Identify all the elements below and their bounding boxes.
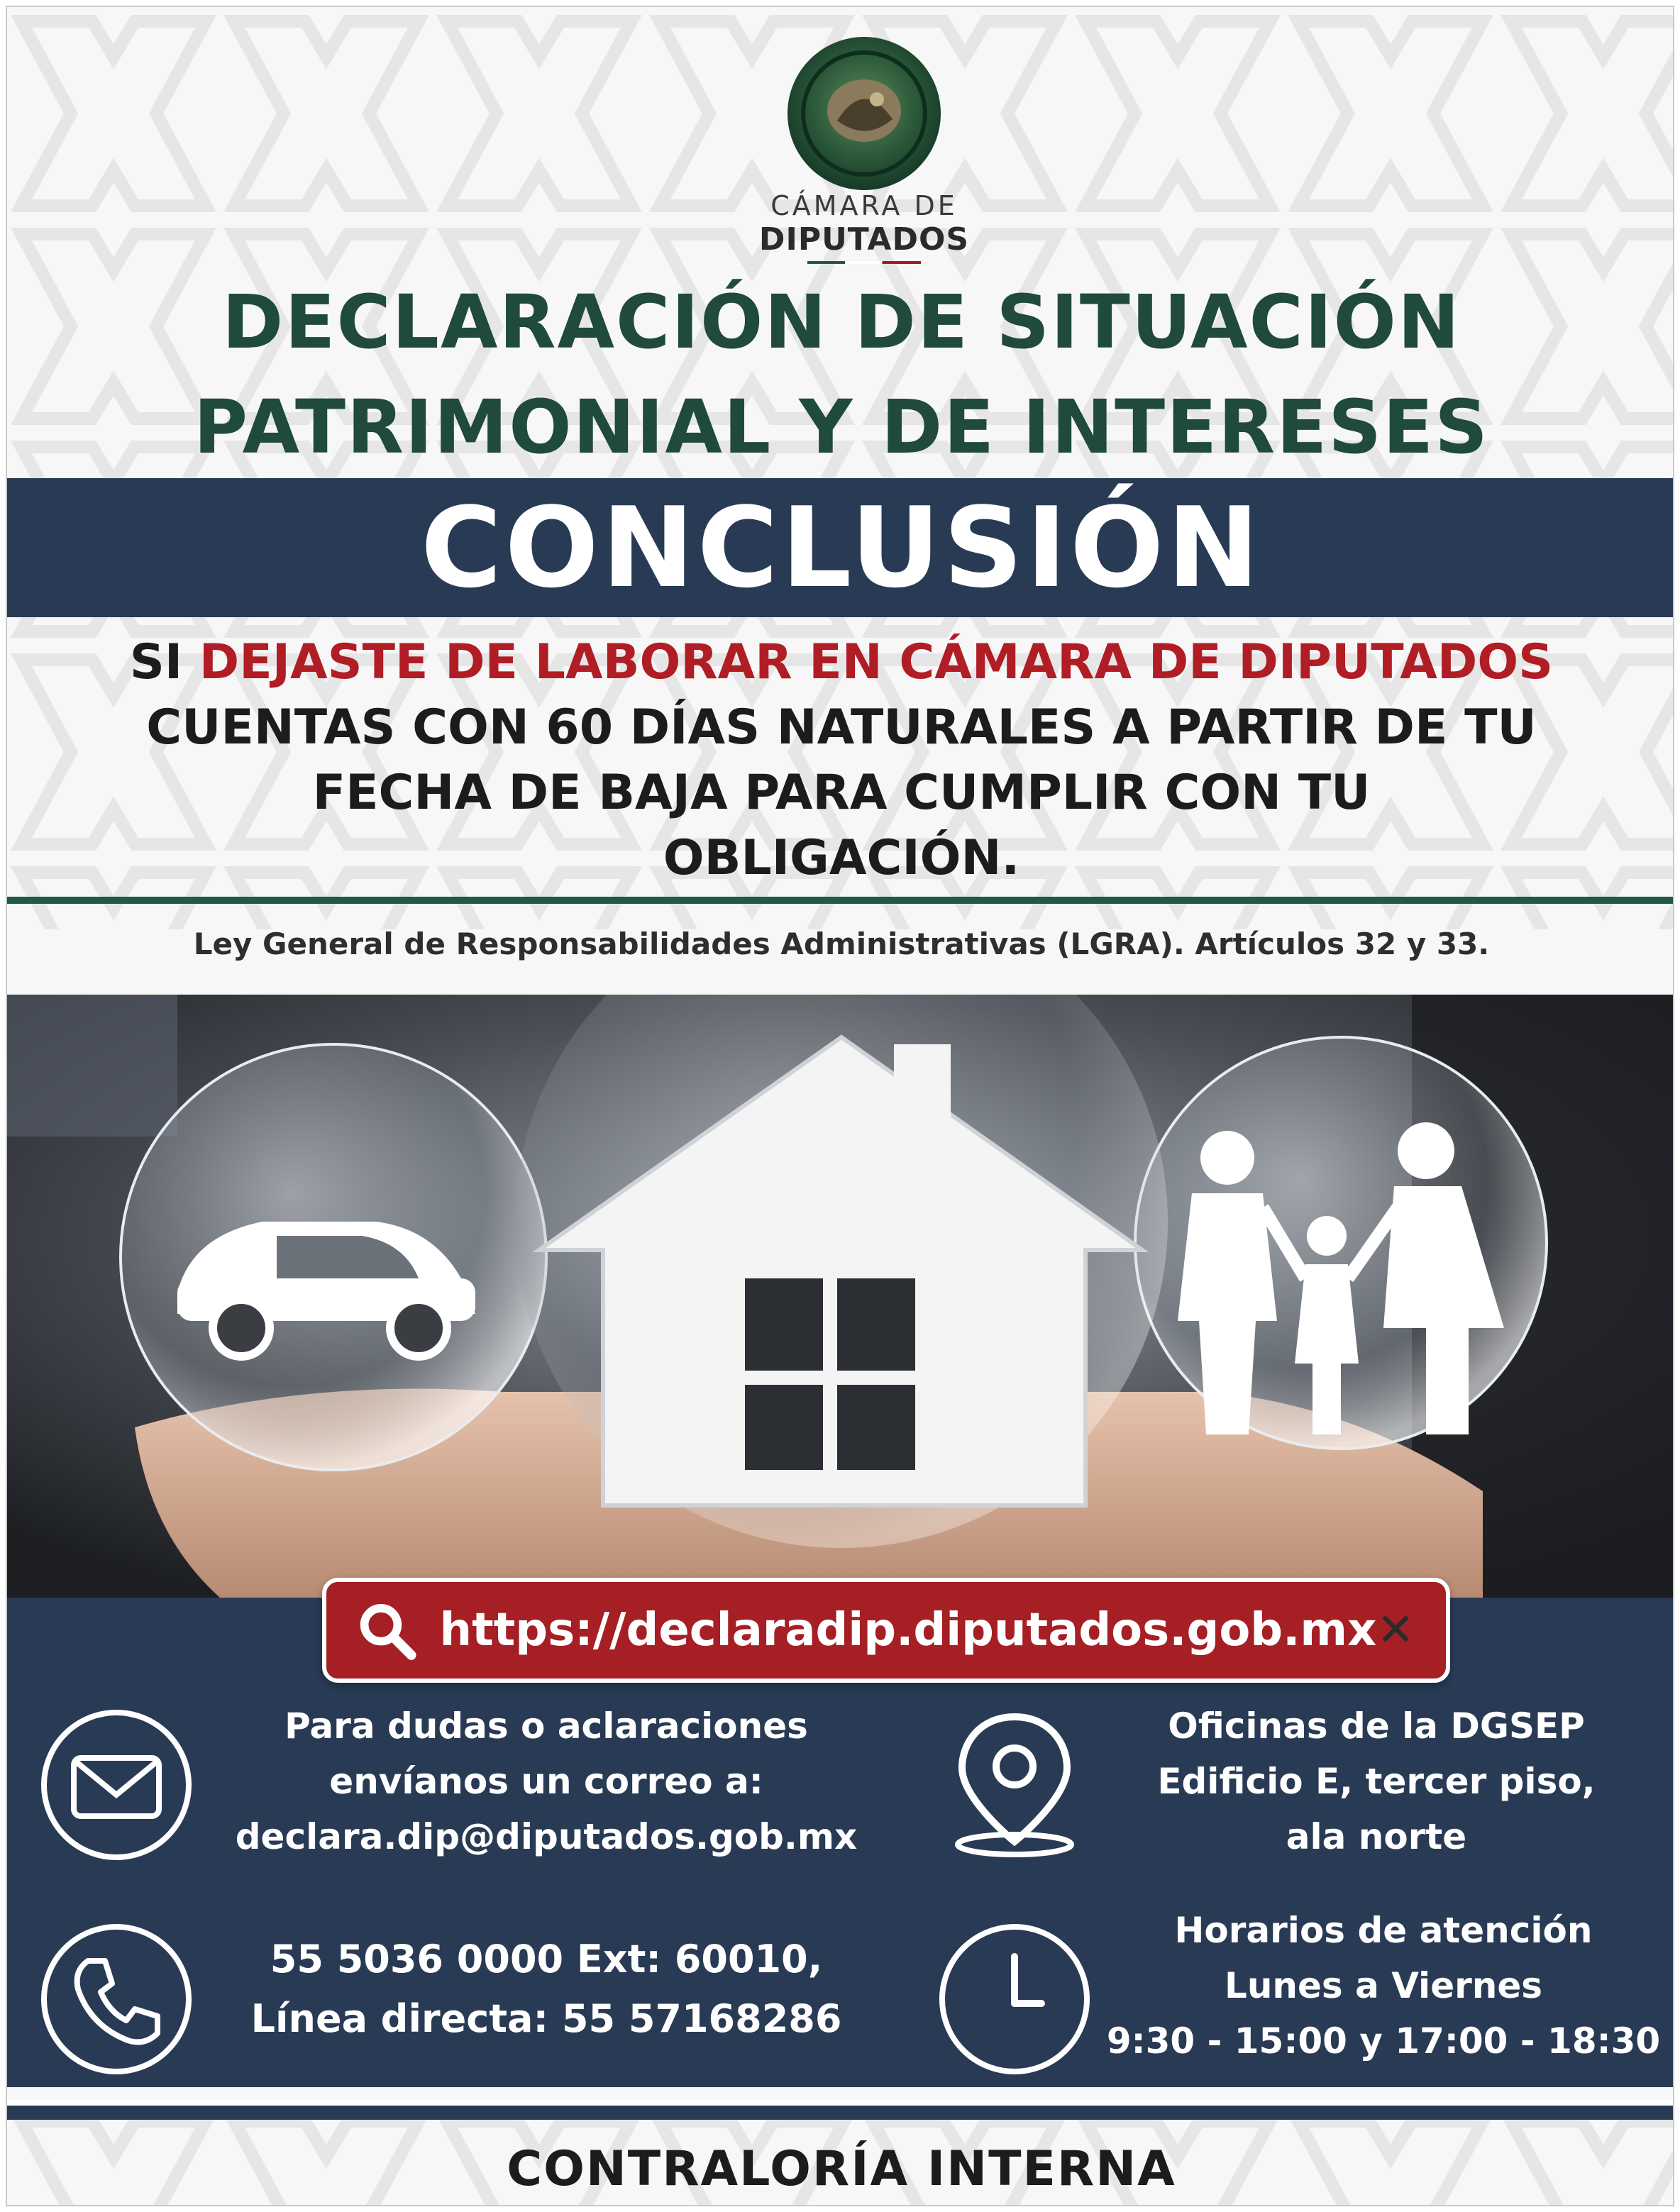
logo-flag-bar: [807, 261, 921, 264]
location-line1: Oficinas de la DGSEP: [1168, 1705, 1585, 1747]
hours-line3: 9:30 - 15:00 y 17:00 - 18:30: [1106, 2020, 1661, 2062]
clock-icon: [936, 1921, 1093, 2077]
page-title: [7, 270, 1674, 480]
phone-line2: Línea directa: 55 57168286: [250, 1996, 842, 2041]
title-line2: PATRIMONIAL Y DE INTERESES: [193, 384, 1490, 470]
law-reference: Ley General de Responsabilidades Administrativas (LGRA). Artículos 32 y 33.: [193, 927, 1490, 961]
banner-label: CONCLUSIÓN: [420, 483, 1263, 612]
logo-line1: CÁMARA DE: [770, 190, 958, 221]
location-pin-icon: [936, 1703, 1093, 1859]
hours-info: [1100, 1903, 1667, 2069]
title-line1: DECLARACIÓN DE SITUACIÓN: [221, 279, 1461, 365]
close-icon[interactable]: ✕: [1376, 1604, 1415, 1657]
email-address[interactable]: declara.dip@diputados.gob.mx: [235, 1816, 858, 1857]
search-icon: [355, 1598, 419, 1663]
location-info: [1085, 1698, 1667, 1864]
message-line4: OBLIGACIÓN.: [663, 830, 1020, 886]
divider-white: [7, 2100, 1674, 2106]
phone-icon: [38, 1921, 194, 2077]
conclusion-banner: [7, 478, 1674, 617]
email-info: [206, 1698, 887, 1864]
hand-house-car-family-image: [7, 995, 1674, 1598]
divider-navy: [7, 2106, 1674, 2120]
email-line1: Para dudas o aclaraciones: [284, 1705, 808, 1747]
hours-line2: Lunes a Viernes: [1224, 1965, 1543, 2006]
mail-icon: [38, 1707, 194, 1863]
message-highlight: DEJASTE DE LABORAR EN CÁMARA DE DIPUTADOS: [199, 634, 1554, 690]
message-prefix: SI: [129, 634, 199, 690]
phone-info: [206, 1930, 887, 2049]
phone-line1: 55 5036 0000 Ext: 60010,: [270, 1937, 823, 1981]
email-line2: envíanos un correo a:: [329, 1761, 763, 1802]
message-line2: CUENTAS CON 60 DÍAS NATURALES A PARTIR DE TU: [146, 699, 1537, 756]
message-line3: FECHA DE BAJA PARA CUMPLIR CON TU: [312, 765, 1371, 821]
footer-label: CONTRALORÍA INTERNA: [507, 2141, 1176, 2197]
seal-icon: [786, 35, 942, 192]
location-line3: ala norte: [1286, 1816, 1467, 1857]
logo-line2: DIPUTADOS: [758, 221, 970, 258]
main-message: [7, 630, 1674, 891]
logo: [758, 35, 970, 258]
hours-line1: Horarios de atención: [1174, 1910, 1593, 1951]
url-link[interactable]: https://declaradip.diputados.gob.mx: [439, 1604, 1377, 1657]
url-search-bar[interactable]: [322, 1578, 1450, 1683]
flyer: [6, 6, 1674, 2206]
divider: [7, 897, 1674, 904]
location-line2: Edificio E, tercer piso,: [1157, 1761, 1596, 1802]
